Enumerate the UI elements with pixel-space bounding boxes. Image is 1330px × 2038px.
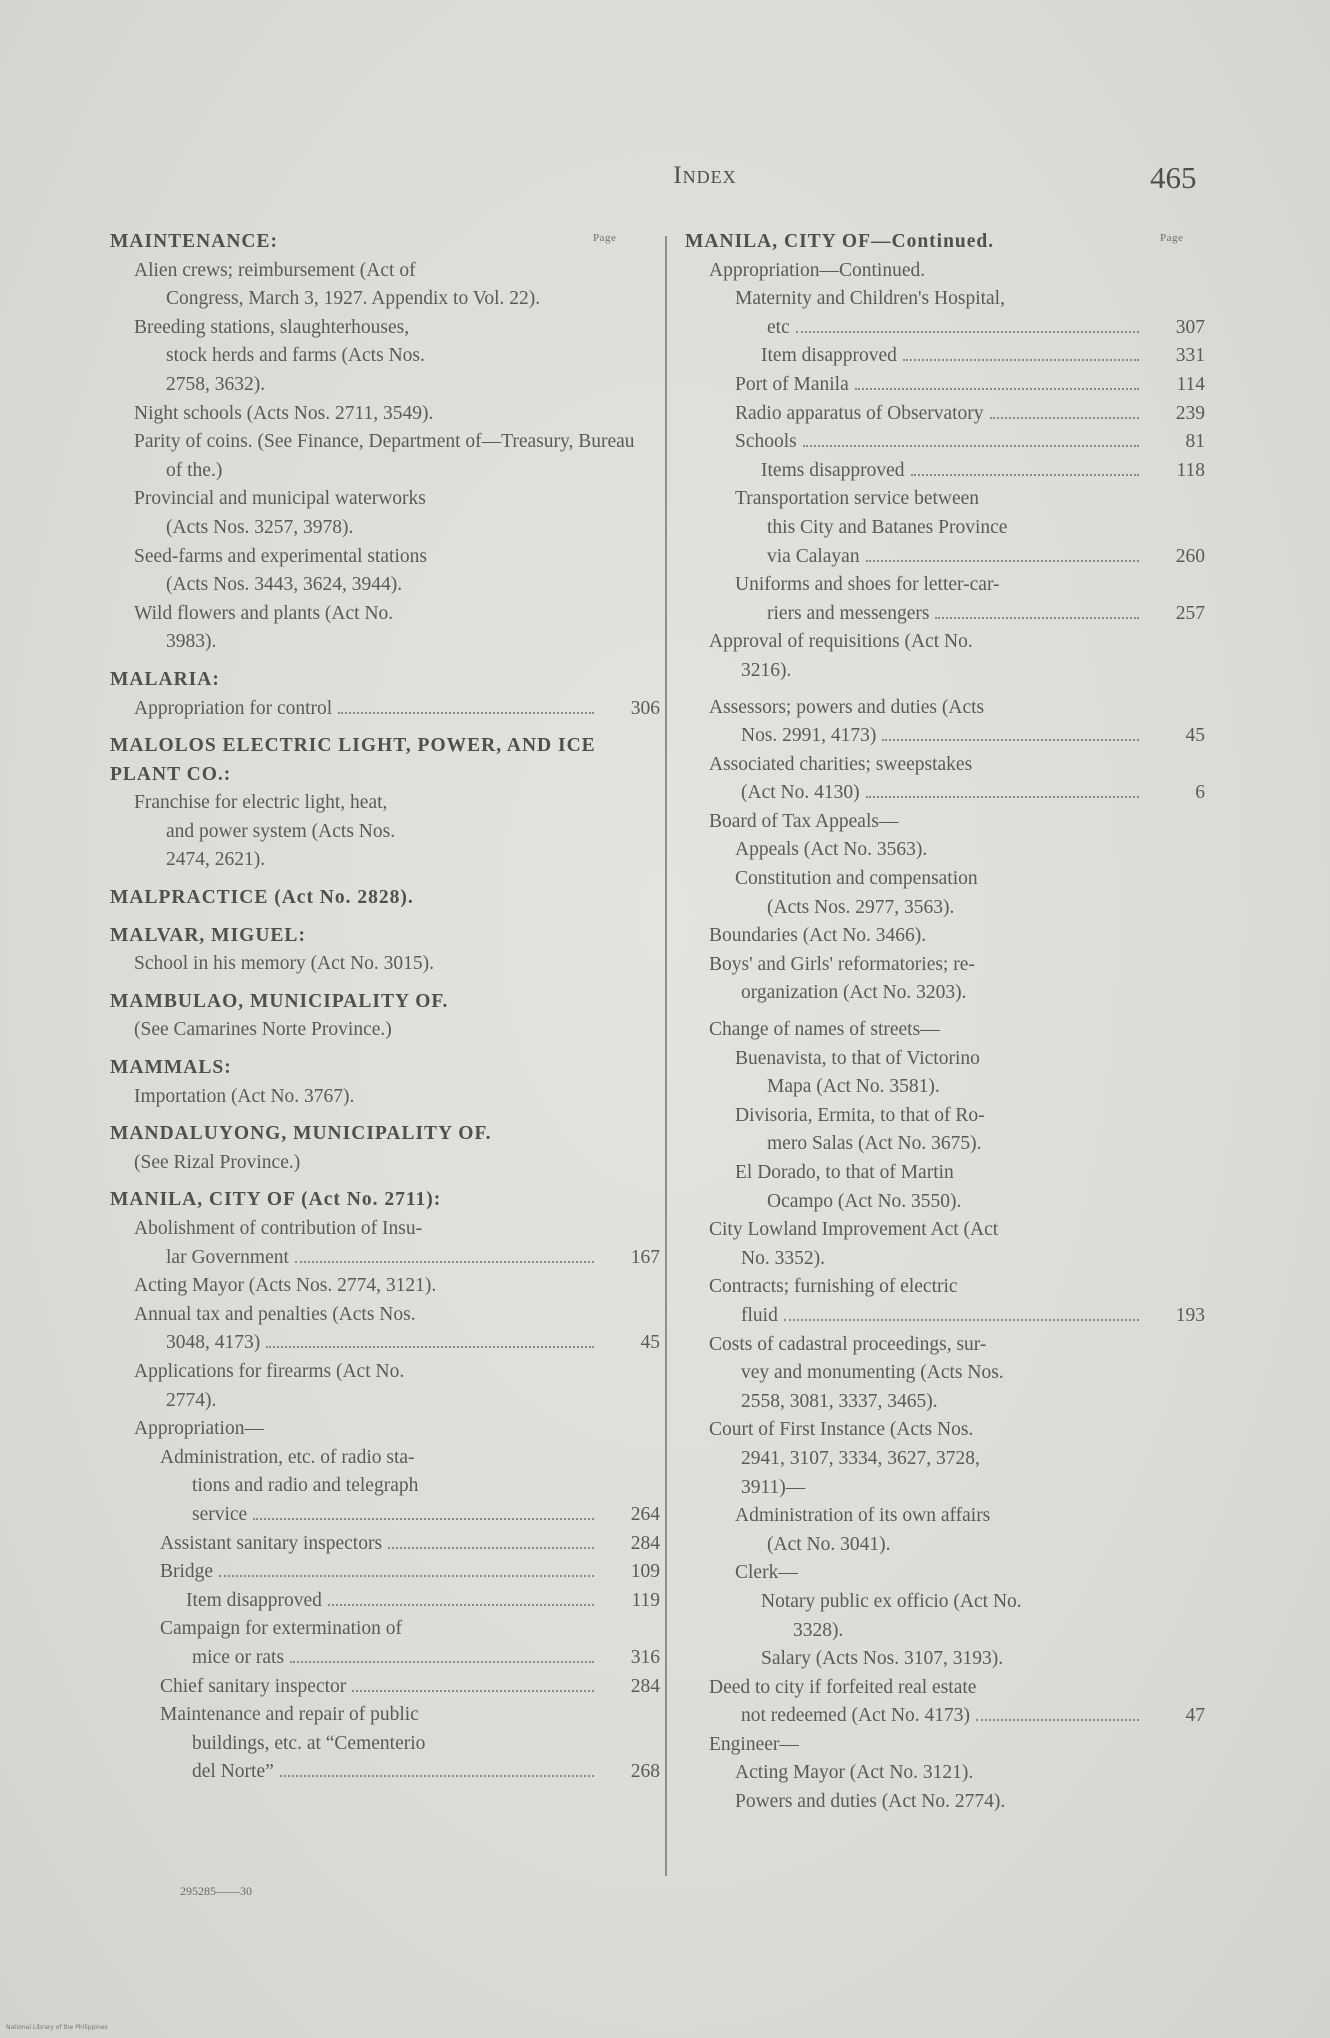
index-entry	[685, 1474, 1205, 1503]
entry-text: Night schools (Acts Nos. 2711, 3549).	[134, 402, 434, 424]
entry-text: Contracts; furnishing of electric	[709, 1276, 958, 1298]
entry-text: Clerk—	[735, 1562, 798, 1584]
page-reference: 109	[630, 1561, 660, 1583]
entry-text: Item disapproved	[186, 1589, 322, 1611]
index-entry	[110, 457, 660, 486]
page-reference: 193	[1175, 1304, 1205, 1326]
index-entry	[110, 1387, 660, 1416]
entry-text: Acting Mayor (Act No. 3121).	[735, 1762, 974, 1784]
entry-text: fluid	[741, 1304, 778, 1326]
index-entry	[685, 751, 1205, 780]
entry-text: this City and Batanes Province	[767, 516, 1008, 538]
index-entry	[685, 808, 1205, 837]
entry-text: tions and radio and telegraph	[192, 1475, 419, 1497]
dot-leader	[903, 359, 1139, 361]
entry-text: Change of names of streets—	[709, 1019, 940, 1041]
index-entry	[110, 342, 660, 371]
index-entry	[110, 1644, 660, 1673]
index-entry	[685, 1445, 1205, 1474]
index-entry	[685, 428, 1205, 457]
dot-leader	[911, 474, 1139, 476]
entry-text: Maintenance and repair of public	[160, 1704, 419, 1726]
index-column-right	[685, 228, 1205, 1817]
entry-text: etc	[767, 316, 790, 338]
page-reference: 119	[631, 1589, 660, 1611]
entry-text: stock herds and farms (Acts Nos.	[166, 345, 425, 367]
index-entry	[685, 342, 1205, 371]
page-reference: 45	[640, 1332, 660, 1354]
index-entry	[110, 1272, 660, 1301]
page-reference: 264	[630, 1503, 660, 1525]
index-entry	[685, 865, 1205, 894]
dot-leader	[990, 417, 1139, 419]
page-reference: 47	[1185, 1705, 1205, 1727]
index-entry	[110, 514, 660, 543]
page-reference: 167	[630, 1246, 660, 1268]
entry-text: MALOLOS ELECTRIC LIGHT, POWER, AND ICE PLANT CO.:	[110, 735, 596, 785]
entry-text: 3911)—	[741, 1476, 806, 1498]
print-code: 295285——30	[180, 1884, 252, 1898]
dot-leader	[266, 1346, 594, 1348]
dot-leader	[338, 712, 594, 714]
dot-leader	[976, 1719, 1139, 1721]
entry-text: MALARIA:	[110, 668, 220, 690]
index-entry	[110, 1358, 660, 1387]
index-entry	[110, 818, 660, 847]
entry-text: Appeals (Act No. 3563).	[735, 839, 928, 861]
index-heading	[110, 1054, 660, 1083]
dot-leader	[784, 1319, 1139, 1321]
page-reference: 118	[1176, 459, 1205, 481]
entry-text: 3048, 4173)	[166, 1332, 261, 1354]
entry-text: Board of Tax Appeals—	[709, 810, 899, 832]
entry-text: Breeding stations, slaughterhouses,	[134, 316, 410, 338]
entry-text: MALVAR, MIGUEL:	[110, 924, 306, 946]
dot-leader	[796, 331, 1139, 333]
index-entry	[110, 1730, 660, 1759]
dot-leader	[290, 1661, 594, 1663]
entry-text: Applications for firearms (Act No.	[134, 1360, 405, 1382]
entry-text: Seed-farms and experimental stations	[134, 545, 427, 567]
index-entry	[110, 600, 660, 629]
entry-text: Engineer—	[709, 1733, 799, 1755]
entry-text: Abolishment of contribution of Insu-	[134, 1218, 423, 1239]
index-entry	[685, 1302, 1205, 1331]
index-entry	[110, 400, 660, 429]
index-entry	[685, 1702, 1205, 1731]
index-entry	[110, 1244, 660, 1273]
entry-text: Acting Mayor (Acts Nos. 2774, 3121).	[134, 1275, 437, 1297]
page-reference: 316	[630, 1646, 660, 1668]
index-entry	[685, 1102, 1205, 1131]
entry-text: Maternity and Children's Hospital,	[735, 288, 1005, 310]
index-entry	[685, 1045, 1205, 1074]
index-entry	[110, 571, 660, 600]
entry-text: mice or rats	[192, 1646, 285, 1668]
dot-leader	[935, 617, 1139, 619]
entry-text: Uniforms and shoes for letter-car-	[735, 574, 1000, 596]
index-heading	[110, 732, 660, 789]
index-heading	[110, 922, 660, 951]
entry-text: Radio apparatus of Observatory	[735, 402, 984, 424]
index-entry	[685, 1388, 1205, 1417]
index-entry	[110, 1083, 660, 1112]
index-entry	[685, 457, 1205, 486]
entry-text: and power system (Acts Nos.	[166, 820, 396, 842]
entry-text: (Acts Nos. 3257, 3978).	[166, 516, 354, 538]
index-entry	[685, 951, 1205, 980]
index-entry	[110, 543, 660, 572]
column-divider	[665, 236, 667, 1876]
entry-text: Nos. 2991, 4173)	[741, 725, 877, 747]
entry-text: Annual tax and penalties (Acts Nos.	[134, 1303, 416, 1325]
entry-text: 2474, 2621).	[166, 849, 266, 871]
index-entry	[685, 1731, 1205, 1760]
index-entry	[685, 1245, 1205, 1274]
index-entry	[110, 485, 660, 514]
entry-text: MANDALUYONG, MUNICIPALITY OF.	[110, 1123, 492, 1145]
dot-leader	[328, 1604, 594, 1606]
index-entry	[110, 950, 660, 979]
entry-text: MANILA, CITY OF (Act No. 2711):	[110, 1189, 442, 1211]
entry-text: Provincial and municipal waterworks	[134, 488, 426, 510]
index-entry	[110, 371, 660, 400]
index-entry	[685, 1559, 1205, 1588]
entry-text: Associated charities; sweepstakes	[709, 753, 973, 775]
dot-leader	[280, 1775, 594, 1777]
index-entry	[685, 694, 1205, 723]
entry-text: not redeemed (Act No. 4173)	[741, 1705, 971, 1727]
entry-text: Transportation service between	[735, 488, 980, 510]
dot-leader	[803, 445, 1139, 447]
entry-text: Port of Manila	[735, 373, 849, 395]
index-entry	[685, 894, 1205, 923]
entry-text: Deed to city if forfeited real estate	[709, 1676, 977, 1698]
index-entry	[110, 1530, 660, 1559]
entry-text: Appropriation—	[134, 1418, 264, 1440]
index-entry	[685, 485, 1205, 514]
dot-leader	[219, 1575, 594, 1577]
entry-text: Court of First Instance (Acts Nos.	[709, 1419, 974, 1441]
entry-text: of the.)	[166, 459, 223, 481]
entry-text: Administration, etc. of radio sta-	[160, 1446, 415, 1468]
index-heading	[110, 988, 660, 1017]
entry-text: 2941, 3107, 3334, 3627, 3728,	[741, 1447, 980, 1469]
index-entry	[685, 1531, 1205, 1560]
index-entry	[110, 628, 660, 657]
entry-text: 2558, 3081, 3337, 3465).	[741, 1390, 938, 1412]
entry-text: Appropriation—Continued.	[709, 259, 926, 281]
entry-text: service	[192, 1503, 248, 1525]
entry-text: Administration of its own affairs	[735, 1505, 991, 1527]
entry-text: No. 3352).	[741, 1247, 825, 1269]
index-heading	[110, 1186, 660, 1215]
index-entry	[685, 400, 1205, 429]
entry-text: 2774).	[166, 1389, 217, 1411]
entry-text: Boundaries (Act No. 3466).	[709, 925, 927, 947]
scan-credit: National Library of the Philippines	[6, 2024, 108, 2031]
entry-text: mero Salas (Act No. 3675).	[767, 1133, 982, 1155]
dot-leader	[388, 1547, 594, 1549]
entry-text: City Lowland Improvement Act (Act	[709, 1219, 999, 1241]
index-entry	[685, 922, 1205, 951]
page-reference: 257	[1175, 602, 1205, 624]
entry-text: Importation (Act No. 3767).	[134, 1085, 355, 1107]
entry-text: 3216).	[741, 659, 792, 681]
entry-text: lar Government	[166, 1246, 289, 1268]
index-heading	[110, 666, 660, 695]
index-entry	[685, 1216, 1205, 1245]
index-heading	[685, 228, 1205, 257]
entry-text: Item disapproved	[761, 345, 897, 367]
index-entry	[110, 1758, 660, 1787]
page-reference: 284	[630, 1675, 660, 1697]
entry-text: Assessors; powers and duties (Acts	[709, 696, 985, 718]
page-reference: 260	[1175, 545, 1205, 567]
index-entry	[685, 1359, 1205, 1388]
index-entry	[685, 257, 1205, 286]
dot-leader	[866, 560, 1139, 562]
index-heading	[110, 228, 660, 257]
index-entry	[110, 1444, 660, 1473]
entry-text: Costs of cadastral proceedings, sur-	[709, 1333, 987, 1355]
dot-leader	[855, 388, 1139, 390]
index-entry	[685, 1188, 1205, 1217]
entry-text: via Calayan	[767, 545, 860, 567]
index-entry	[110, 1587, 660, 1616]
entry-text: del Norte”	[192, 1761, 274, 1783]
page-reference: 331	[1175, 345, 1205, 367]
index-entry	[685, 657, 1205, 686]
entry-text: (See Camarines Norte Province.)	[134, 1019, 392, 1041]
running-head-title: Index	[673, 162, 737, 189]
page-reference: 114	[1176, 373, 1205, 395]
dot-leader	[882, 739, 1139, 741]
page-reference: 6	[1195, 782, 1205, 804]
entry-text: School in his memory (Act No. 3015).	[134, 953, 435, 975]
index-entry	[685, 514, 1205, 543]
dot-leader	[253, 1518, 594, 1520]
entry-text: (See Rizal Province.)	[134, 1151, 301, 1173]
index-entry	[110, 1215, 660, 1244]
entry-text: Boys' and Girls' reformatories; re-	[709, 953, 975, 975]
entry-text: Parity of coins. (See Finance, Department of—Treasury, Bureau	[134, 431, 635, 453]
entry-text: Congress, March 3, 1927. Appendix to Vol. 22).	[166, 288, 541, 310]
entry-text: (Act No. 3041).	[767, 1533, 891, 1555]
entry-text: buildings, etc. at “Cementerio	[192, 1732, 426, 1754]
right-column-page-label: Page	[1160, 232, 1184, 244]
index-entry	[685, 314, 1205, 343]
index-entry	[685, 1502, 1205, 1531]
dot-leader	[352, 1690, 594, 1692]
index-entry	[110, 695, 660, 724]
entry-text: MANILA, CITY OF—Continued.	[685, 231, 995, 252]
entry-text: Alien crews; reimbursement (Act of	[134, 259, 416, 281]
index-entry	[685, 779, 1205, 808]
index-entry	[110, 1149, 660, 1178]
index-entry	[110, 1673, 660, 1702]
page-reference: 239	[1175, 402, 1205, 424]
index-entry	[685, 1416, 1205, 1445]
left-column-page-label: Page	[593, 232, 617, 244]
entry-text: El Dorado, to that of Martin	[735, 1162, 954, 1183]
index-entry	[110, 1415, 660, 1444]
entry-text: organization (Act No. 3203).	[741, 982, 967, 1004]
index-entry	[685, 1617, 1205, 1646]
page-reference: 284	[630, 1532, 660, 1554]
entry-text: MAMBULAO, MUNICIPALITY OF.	[110, 990, 449, 1012]
index-entry	[110, 428, 660, 457]
entry-text: vey and monumenting (Acts Nos.	[741, 1362, 1004, 1384]
index-entry	[685, 1588, 1205, 1617]
index-entry	[685, 600, 1205, 629]
page-reference: 307	[1175, 316, 1205, 338]
entry-text: MALPRACTICE (Act No. 2828).	[110, 887, 414, 909]
index-entry	[110, 1016, 660, 1045]
dot-leader	[866, 796, 1139, 798]
index-entry	[685, 543, 1205, 572]
entry-text: Mapa (Act No. 3581).	[767, 1076, 940, 1098]
index-entry	[110, 846, 660, 875]
index-heading	[110, 884, 660, 913]
dot-leader	[295, 1261, 594, 1263]
page-reference: 306	[630, 697, 660, 719]
entry-text: Appropriation for control	[134, 697, 333, 719]
entry-text: (Act No. 4130)	[741, 782, 860, 804]
entry-text: Buenavista, to that of Victorino	[735, 1047, 980, 1069]
index-entry	[110, 1301, 660, 1330]
index-entry	[685, 1645, 1205, 1674]
entry-text: Items disapproved	[761, 459, 905, 481]
page-number: 465	[1150, 160, 1197, 195]
index-column-left	[110, 228, 660, 1787]
index-entry	[110, 1472, 660, 1501]
entry-text: (Acts Nos. 2977, 3563).	[767, 896, 955, 918]
index-entry	[685, 836, 1205, 865]
entry-text: Wild flowers and plants (Act No.	[134, 602, 394, 624]
entry-text: Campaign for extermination of	[160, 1618, 403, 1640]
entry-text: MAINTENANCE:	[110, 231, 278, 252]
entry-text: MAMMALS:	[110, 1057, 232, 1079]
entry-text: 2758, 3632).	[166, 373, 266, 395]
entry-text: Chief sanitary inspector	[160, 1675, 347, 1697]
index-entry	[110, 1615, 660, 1644]
index-heading	[110, 1120, 660, 1149]
index-entry	[110, 1501, 660, 1530]
index-entry	[685, 1016, 1205, 1045]
entry-text: 3983).	[166, 631, 217, 653]
index-entry	[685, 979, 1205, 1008]
index-entry	[685, 571, 1205, 600]
index-entry	[110, 314, 660, 343]
index-entry	[110, 1329, 660, 1358]
entry-text: Schools	[735, 431, 797, 453]
index-entry	[685, 371, 1205, 400]
entry-text: Salary (Acts Nos. 3107, 3193).	[761, 1648, 1004, 1670]
entry-text: Ocampo (Act No. 3550).	[767, 1190, 962, 1212]
index-entry	[685, 628, 1205, 657]
page-reference: 45	[1185, 725, 1205, 747]
index-entry	[685, 1331, 1205, 1360]
entry-text: Bridge	[160, 1561, 214, 1583]
index-entry	[110, 285, 660, 314]
index-entry	[685, 1788, 1205, 1817]
entry-text: Assistant sanitary inspectors	[160, 1532, 383, 1554]
index-entry	[685, 1759, 1205, 1788]
entry-text: riers and messengers	[767, 602, 930, 624]
index-entry	[110, 257, 660, 286]
entry-text: Constitution and compensation	[735, 868, 978, 890]
page-reference: 268	[630, 1761, 660, 1783]
index-entry	[110, 1701, 660, 1730]
index-entry	[685, 1130, 1205, 1159]
entry-text: Notary public ex officio (Act No.	[761, 1590, 1022, 1612]
index-entry	[110, 789, 660, 818]
entry-text: Powers and duties (Act No. 2774).	[735, 1791, 1006, 1813]
index-entry	[110, 1558, 660, 1587]
index-entry	[685, 722, 1205, 751]
page-reference: 81	[1185, 431, 1205, 453]
index-entry	[685, 1073, 1205, 1102]
index-entry	[685, 285, 1205, 314]
index-entry	[685, 1674, 1205, 1703]
entry-text: 3328).	[793, 1619, 844, 1641]
index-entry	[685, 1273, 1205, 1302]
entry-text: Approval of requisitions (Act No.	[709, 631, 973, 653]
index-entry	[685, 1159, 1205, 1188]
entry-text: (Acts Nos. 3443, 3624, 3944).	[166, 574, 403, 596]
entry-text: Divisoria, Ermita, to that of Ro-	[735, 1104, 985, 1126]
entry-text: Franchise for electric light, heat,	[134, 792, 388, 814]
